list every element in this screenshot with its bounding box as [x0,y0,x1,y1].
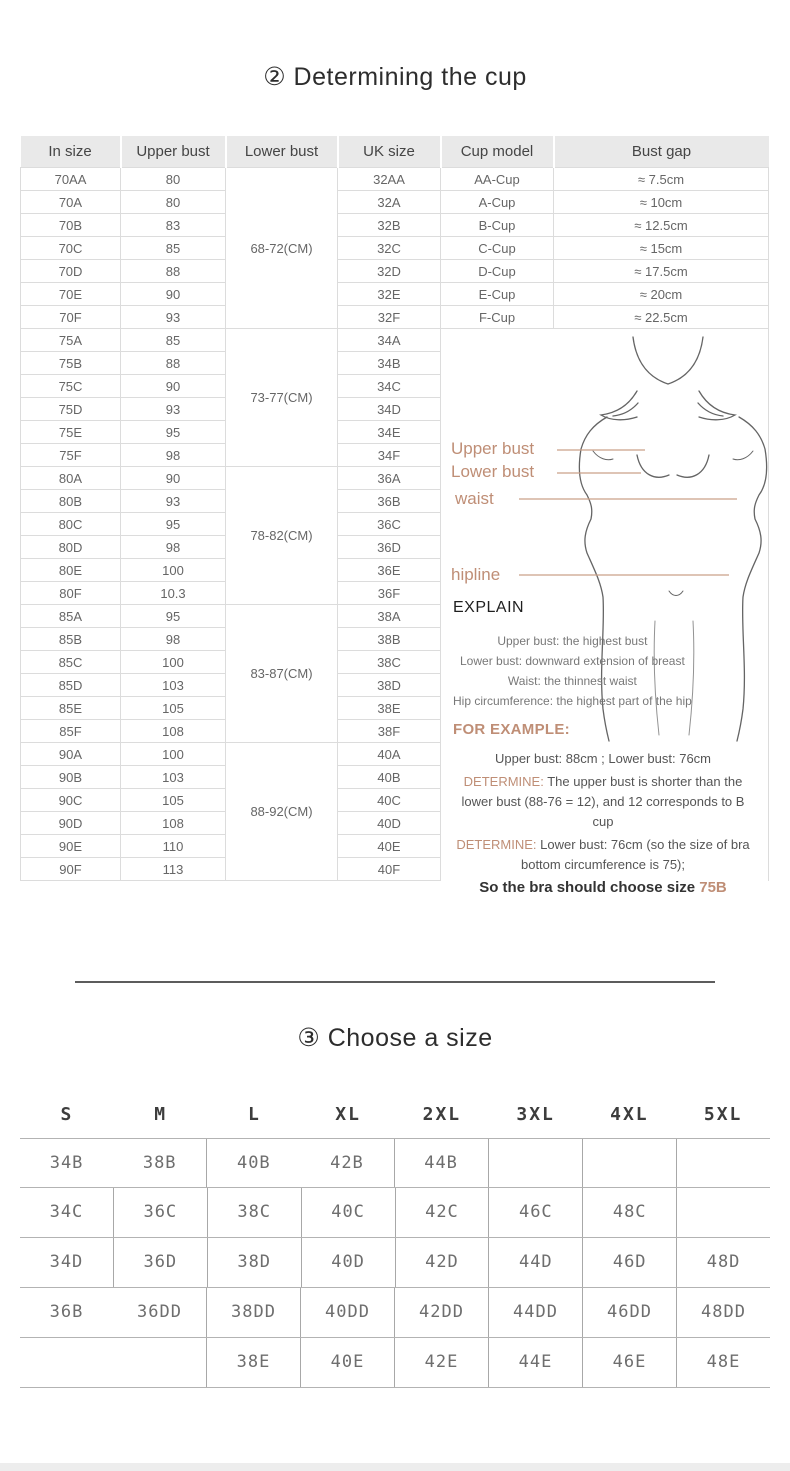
cell-bust-gap: ≈ 17.5cm [554,260,769,283]
cell-uk-size: 40B [338,766,441,789]
size-cell: 42D [395,1238,489,1287]
example-paragraph [453,835,753,875]
cell-uk-size: 38C [338,651,441,674]
size-cell: 38DD [206,1288,300,1337]
cell-cup-model: C-Cup [441,237,554,260]
cell-in-size: 75A [21,329,121,352]
cell-upper-bust: 85 [121,237,226,260]
cell-uk-size: 32B [338,214,441,237]
size-table-header [20,1091,770,1138]
cup-section-title: ② Determining the cup [263,63,527,91]
cell-in-size: 85C [21,651,121,674]
cell-uk-size: 32AA [338,168,441,191]
cell-in-size: 85E [21,697,121,720]
cell-uk-size: 34E [338,421,441,444]
cell-upper-bust: 105 [121,789,226,812]
size-cell: 44B [394,1139,488,1187]
size-cell: 40DD [300,1288,394,1337]
cell-in-size: 75D [21,398,121,421]
example-segment: The upper bust is shorter than the lower bust (88-76 = 12), and 12 corresponds to B cup [461,774,745,829]
table-row [21,168,769,191]
cell-upper-bust: 88 [121,352,226,375]
explain-line: Upper bust: the highest bust [497,634,648,648]
cell-uk-size: 34D [338,398,441,421]
table-row [21,260,769,283]
size-column-header: 4XL [610,1104,649,1125]
cell-upper-bust: 110 [121,835,226,858]
size-cell: 34C [49,1202,84,1222]
size-cell: 48E [676,1338,770,1387]
size-column-header: 2XL [422,1104,462,1125]
cell-uk-size: 32E [338,283,441,306]
size-cell [582,1139,676,1187]
column-header: In size [21,136,121,168]
size-cell: 48DD [676,1288,770,1337]
cell-cup-model: F-Cup [441,306,554,329]
example-text [453,749,753,901]
cell-in-size: 85F [21,720,121,743]
cell-bust-gap: ≈ 22.5cm [554,306,769,329]
size-cell: 40D [301,1238,395,1287]
label-upper-bust: Upper bust [451,439,535,458]
cell-uk-size: 34F [338,444,441,467]
cell-uk-size: 34C [338,375,441,398]
cell-uk-size: 34A [338,329,441,352]
cell-upper-bust: 80 [121,191,226,214]
size-cell: 34B [49,1153,84,1173]
cup-table-body [21,168,769,896]
size-column-header: S [60,1104,74,1125]
label-lower-bust: Lower bust [451,462,535,481]
size-table-row [20,1238,770,1288]
table-row [21,214,769,237]
table-row [21,306,769,329]
cell-uk-size: 38E [338,697,441,720]
label-hipline: hipline [451,565,501,584]
cell-uk-size: 34B [338,352,441,375]
size-cell: 36DD [137,1302,182,1322]
example-paragraph [453,772,753,832]
table-row [21,237,769,260]
cell-upper-bust: 105 [121,697,226,720]
cell-upper-bust: 80 [121,168,226,191]
cell-upper-bust: 98 [121,628,226,651]
cell-lower-bust-merged: 73-77(CM) [226,329,338,467]
cell-uk-size: 40E [338,835,441,858]
cell-in-size: 85B [21,628,121,651]
size-cell: 40E [300,1338,394,1387]
table-row [21,283,769,306]
cell-in-size: 90E [21,835,121,858]
table-row [21,191,769,214]
cell-in-size: 70D [21,260,121,283]
size-table-row [20,1288,770,1338]
cell-upper-bust: 103 [121,766,226,789]
cell-lower-bust-merged: 88-92(CM) [226,743,338,881]
cell-upper-bust: 98 [121,444,226,467]
size-cell: 48D [676,1238,770,1287]
cell-cup-model: B-Cup [441,214,554,237]
cell-in-size: 75C [21,375,121,398]
cell-in-size: 70F [21,306,121,329]
size-cell: 40C [301,1188,395,1237]
example-segment: 75B [699,879,727,896]
size-column-header: L [247,1104,261,1125]
size-table-row [20,1138,770,1188]
cell-uk-size: 38B [338,628,441,651]
for-example-heading: FOR EXAMPLE: [453,721,570,738]
size-cell [676,1139,770,1187]
cell-bust-gap: ≈ 15cm [554,237,769,260]
figure-merged-cell [441,329,769,896]
size-cell: 34D [49,1252,84,1272]
size-cell: 42C [395,1188,489,1237]
size-cell: 36B [49,1302,84,1322]
cell-in-size: 80F [21,582,121,605]
cell-upper-bust: 93 [121,490,226,513]
cell-upper-bust: 100 [121,651,226,674]
size-column-header: XL [335,1104,361,1125]
table-row [21,329,769,352]
column-header: UK size [338,136,441,168]
cell-lower-bust-merged: 78-82(CM) [226,467,338,605]
cell-in-size: 80B [21,490,121,513]
size-table-body [20,1138,770,1388]
cell-bust-gap: ≈ 20cm [554,283,769,306]
cell-in-size: 75F [21,444,121,467]
cell-cup-model: D-Cup [441,260,554,283]
column-header: Lower bust [226,136,338,168]
cell-in-size: 70A [21,191,121,214]
size-cell: 46E [582,1338,676,1387]
size-cell: 42B [330,1153,364,1173]
size-column-header: M [154,1104,168,1125]
size-cell: 48C [582,1188,676,1237]
cell-upper-bust: 103 [121,674,226,697]
size-section-title: ③ Choose a size [297,1024,493,1052]
cell-uk-size: 36D [338,536,441,559]
cell-uk-size: 40A [338,743,441,766]
size-cell: 46D [582,1238,676,1287]
cell-bust-gap: ≈ 12.5cm [554,214,769,237]
cell-upper-bust: 100 [121,743,226,766]
column-header: Cup model [441,136,554,168]
size-table-row [20,1338,770,1388]
cup-table-header [21,136,769,168]
choose-size-table [20,1091,770,1388]
cup-header-row [21,136,769,168]
example-segment: DETERMINE: [456,837,537,852]
size-cell: 38B [142,1153,177,1173]
cell-cup-model: E-Cup [441,283,554,306]
cell-upper-bust: 113 [121,858,226,881]
cell-in-size: 75B [21,352,121,375]
cell-bust-gap: ≈ 7.5cm [554,168,769,191]
cell-uk-size: 36C [338,513,441,536]
cell-upper-bust: 93 [121,398,226,421]
cell-uk-size: 32A [338,191,441,214]
cell-in-size: 80C [21,513,121,536]
explain-text [453,631,692,711]
cell-upper-bust: 100 [121,559,226,582]
explain-line: Hip circumference: the highest part of the hip [453,694,692,708]
size-cell: 38E [206,1338,300,1387]
size-cell: 44D [488,1238,582,1287]
cell-upper-bust: 90 [121,467,226,490]
cell-uk-size: 38D [338,674,441,697]
size-column-header: 5XL [703,1104,743,1125]
size-cell: 40B [206,1139,300,1187]
cell-in-size: 90A [21,743,121,766]
cell-cup-model: A-Cup [441,191,554,214]
explain-line: Lower bust: downward extension of breast [460,654,685,668]
cell-uk-size: 40C [338,789,441,812]
cell-in-size: 90F [21,858,121,881]
size-cell: 46DD [582,1288,676,1337]
cell-in-size: 80A [21,467,121,490]
cell-upper-bust: 108 [121,812,226,835]
cell-uk-size: 36A [338,467,441,490]
cell-upper-bust: 98 [121,536,226,559]
cell-upper-bust: 95 [121,513,226,536]
size-cell [676,1188,770,1237]
column-header: Bust gap [554,136,769,168]
cell-upper-bust: 90 [121,375,226,398]
size-cell: 44E [488,1338,582,1387]
example-segment: Upper bust: 88cm ; Lower bust: 76cm [494,751,712,766]
cell-upper-bust: 93 [121,306,226,329]
cell-uk-size: 32C [338,237,441,260]
example-segment: DETERMINE: [463,774,544,789]
cell-in-size: 90C [21,789,121,812]
cell-uk-size: 32D [338,260,441,283]
size-column-header: 3XL [516,1104,555,1125]
size-cell: 44DD [488,1288,582,1337]
size-cell: 42DD [394,1288,488,1337]
cell-in-size: 90B [21,766,121,789]
explain-heading: EXPLAIN [453,599,525,616]
size-cell: 38D [207,1238,301,1287]
cell-in-size: 70B [21,214,121,237]
size-cell [113,1338,206,1387]
cell-uk-size: 36F [338,582,441,605]
cell-uk-size: 40F [338,858,441,881]
size-cell: 38C [207,1188,301,1237]
size-cell: 36D [113,1238,207,1287]
cell-in-size: 90D [21,812,121,835]
cell-lower-bust-merged: 68-72(CM) [226,168,338,329]
measurement-figure-area [441,329,768,896]
cell-upper-bust: 88 [121,260,226,283]
cell-in-size: 75E [21,421,121,444]
cell-in-size: 70AA [21,168,121,191]
size-cell [20,1338,113,1387]
cell-uk-size: 36B [338,490,441,513]
cell-uk-size: 36E [338,559,441,582]
bottom-strip [0,1463,790,1471]
cell-upper-bust: 10.3 [121,582,226,605]
cell-upper-bust: 83 [121,214,226,237]
cell-lower-bust-merged: 83-87(CM) [226,605,338,743]
cell-in-size: 85D [21,674,121,697]
example-paragraph [453,749,753,769]
label-waist: waist [455,489,494,508]
cell-uk-size: 40D [338,812,441,835]
section-divider-line [75,981,715,983]
example-paragraph [453,878,753,898]
cup-size-table [20,136,769,896]
size-cell: 46C [488,1188,582,1237]
example-segment: So the bra should choose size [479,879,700,896]
cell-upper-bust: 85 [121,329,226,352]
size-cell: 42E [394,1338,488,1387]
cell-uk-size: 32F [338,306,441,329]
cell-cup-model: AA-Cup [441,168,554,191]
cell-bust-gap: ≈ 10cm [554,191,769,214]
size-cell: 36C [113,1188,207,1237]
cell-in-size: 70C [21,237,121,260]
cell-upper-bust: 90 [121,283,226,306]
cell-upper-bust: 95 [121,605,226,628]
cell-upper-bust: 95 [121,421,226,444]
cell-in-size: 80D [21,536,121,559]
size-table-row [20,1188,770,1238]
explain-line: Waist: the thinnest waist [507,674,637,688]
cell-in-size: 80E [21,559,121,582]
cell-in-size: 85A [21,605,121,628]
measurement-leader-lines [519,450,737,575]
size-cell [488,1139,582,1187]
example-segment: Lower bust: 76cm (so the size of bra bottom circumference is 75); [520,837,750,872]
column-header: Upper bust [121,136,226,168]
cell-upper-bust: 108 [121,720,226,743]
cell-in-size: 70E [21,283,121,306]
cell-uk-size: 38F [338,720,441,743]
cell-uk-size: 38A [338,605,441,628]
